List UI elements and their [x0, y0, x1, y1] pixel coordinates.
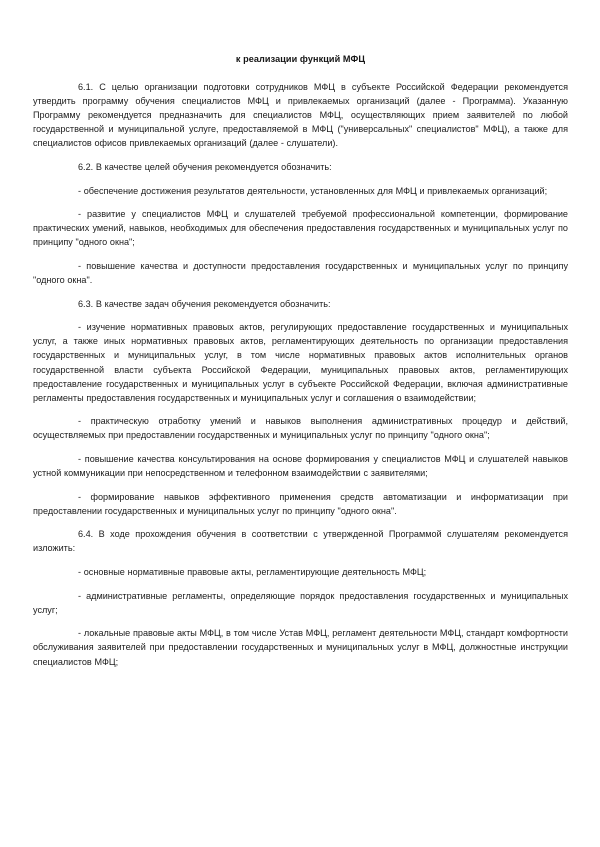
paragraph-6-4: 6.4. В ходе прохождения обучения в соответствии с утвержденной Программой слушателям рекомендуется изложить: — [33, 529, 568, 554]
paragraph-6-2: 6.2. В качестве целей обучения рекомендуется обозначить: — [78, 161, 332, 172]
bullet-6-2-1: - обеспечение достижения результатов деятельности, установленных для МФЦ и привлекаемых организаций; — [78, 185, 548, 196]
paragraph-6-1: 6.1. С целью организации подготовки сотрудников МФЦ в субъекте Российской Федерации рекомендуется утвердить программу обучения специалистов МФЦ и привлекаемых организаций (далее - Программа). Указанную Программу рекомендуется предназначить для специалистов МФЦ, осуществляющих прием заявителей по любой государственной и муниципальной услуге, предоставляемой в МФЦ ("универсальных" специалистов" МФЦ), а также для специалистов офисов привлекаемых организаций (далее - слушатели). — [33, 82, 568, 149]
bullet-6-3-2: - практическую отработку умений и навыков выполнения административных процедур и действий, осуществляемых при предоставлении государственных и муниципальных услуг по принципу "одного окна"; — [33, 416, 568, 441]
paragraph-6-3: 6.3. В качестве задач обучения рекомендуется обозначить: — [78, 298, 331, 309]
document-body — [33, 52, 568, 669]
bullet-6-2-3: - повышение качества и доступности предоставления государственных и муниципальных услуг по принципу "одного окна". — [33, 260, 568, 286]
bullet-6-3-4: - формирование навыков эффективного применения средств автоматизации и информатизации при предоставлении государственных и муниципальных услуг по принципу "одного окна". — [33, 491, 568, 516]
bullet-6-2-2: - развитие у специалистов МФЦ и слушателей требуемой профессиональной компетенции, формирование практических умений, навыков, необходимых для обеспечения предоставления государственных и муниципальных услуг по принципу "одного окна"; — [33, 209, 568, 248]
bullet-6-4-3: - локальные правовые акты МФЦ, в том числе Устав МФЦ, регламент деятельности МФЦ, стандарт комфортности обслуживания заявителей при предоставлении государственных и муниципальных услуг в МФЦ, должностные инструкции специалистов МФЦ; — [33, 628, 568, 667]
bullet-6-3-3: - повышение качества консультирования на основе формирования у специалистов МФЦ и слушателей навыков устной коммуникации при непосредственном и телефонном взаимодействии с заявителями; — [33, 453, 568, 479]
bullet-6-4-2: - административные регламенты, определяющие порядок предоставления государственных и муниципальных услуг; — [33, 590, 568, 615]
document-header-line: к реализации функций МФЦ — [235, 54, 366, 64]
bullet-6-4-1: - основные нормативные правовые акты, регламентирующие деятельность МФЦ; — [78, 567, 427, 578]
bullet-6-3-1: - изучение нормативных правовых актов, регулирующих предоставление государственных и муниципальных услуг, а также иных нормативных правовых актов, регламентирующих деятельность по организации предоставления государственных и муниципальных услуг, в том числе нормативных правовых актов исполнительных органов государственной власти субъекта Российской Федерации, муниципальных правовых актов, регламентирующих предоставление государственных и муниципальных услуг в субъекте Российской Федерации, включая административные регламенты предоставления государственных и муниципальных услуг и соглашения о взаимодействии; — [33, 322, 568, 403]
